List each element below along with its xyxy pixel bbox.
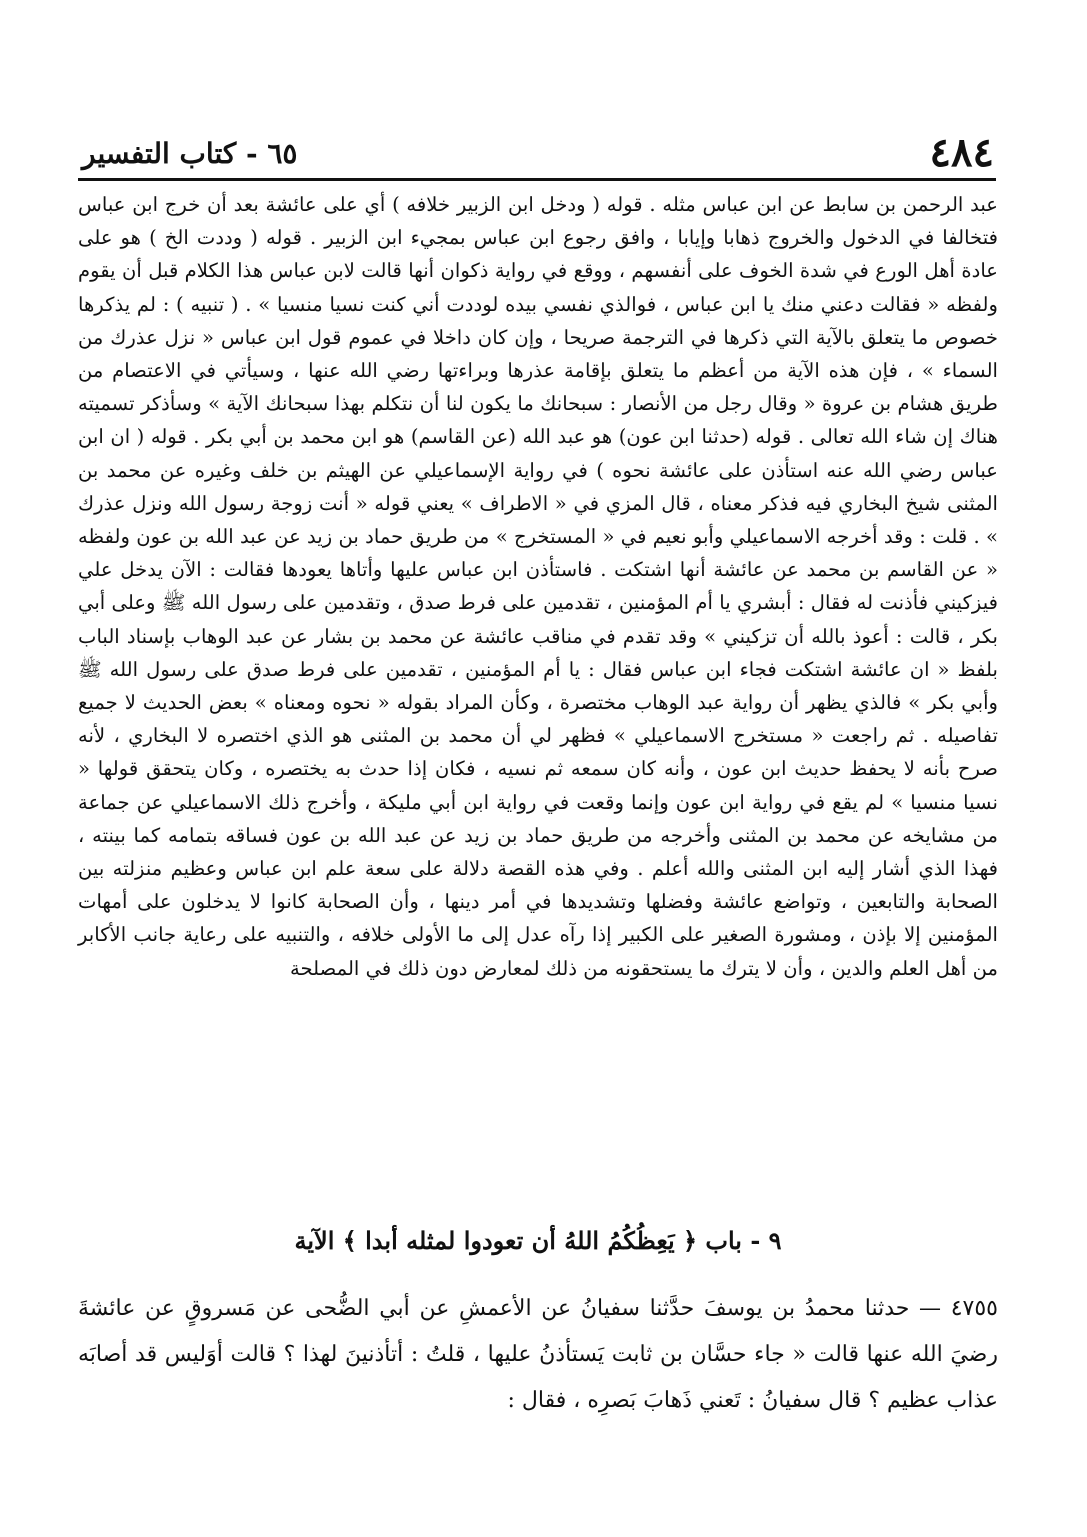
header-rule — [78, 178, 996, 181]
hadith-text: ٤٧٥٥ — حدثنا محمدُ بن يوسفَ حدَّثنا سفيانُ عن الأعمشِ عن أبي الضُّحى عن مَسروقٍ عن عائشةَ رضيَ الله عنها قالت « جاء حسَّان بن ثابت يَستأذنُ عليها ، قلتُ : أتأذنينَ لهذا ؟ قالت أوَليس قد أصابَه عذاب عظيم ؟ قال سفيانُ : تَعني ذَهابَ بَصرِه ، فقال : — [78, 1296, 998, 1413]
page-number: ٤٨٤ — [929, 129, 994, 176]
commentary-text: عبد الرحمن بن سابط عن ابن عباس مثله . قوله ( ودخل ابن الزبير خلافه ) أي على عائشة بعد أن خرج ابن عباس فتخالفا في الدخول والخروج ذهابا وإيابا ، وافق رجوع ابن عباس بمجيء ابن الزبير . قوله ( وددت الخ ) هو على عادة أهل الورع في شدة الخوف على أنفسهم ، ووقع في رواية ذكوان أنها قالت لابن عباس هذا الكلام قبل أن يقوم ولفظه « فقالت دعني منك يا ابن عباس ، فوالذي نفسي بيده لوددت أني كنت نسيا منسيا » . ( تنبيه ) : لم يذكرها خصوص ما يتعلق بالآية التي ذكرها في الترجمة صريحا ، وإن كان داخلا في عموم قول ابن عباس « نزل عذرك من السماء » ، فإن هذه الآية من أعظم ما يتعلق بإقامة عذرها وبراءتها رضي الله عنها ، وسيأتي في الاعتصام من طريق هشام بن عروة « وقال رجل من الأنصار : سبحانك ما يكون لنا أن نتكلم بهذا سبحانك الآية » وسأذكر تسميته هناك إن شاء الله تعالى . قوله (حدثنا ابن عون) هو عبد الله (عن القاسم) هو ابن محمد بن أبي بكر . قوله ( ان ابن عباس رضي الله عنه استأذن على عائشة نحوه ) في رواية الإسماعيلي عن الهيثم بن خلف وغيره عن محمد بن المثنى شيخ البخاري فيه فذكر معناه ، قال المزي في « الاطراف » يعني قوله « أنت زوجة رسول الله ونزل عذرك » . قلت : وقد أخرجه الاسماعيلي وأبو نعيم في « المستخرج » من طريق حماد بن زيد عن عبد الله بن عون ولفظه « عن القاسم بن محمد عن عائشة أنها اشتكت . فاستأذن ابن عباس عليها وأتاها يعودها فقالت : الآن يدخل علي فيزكيني فأذنت له فقال : أبشري يا أم المؤمنين ، تقدمين على فرط صدق ، وتقدمين على رسول الله ﷺ وعلى أبي بكر ، قالت : أعوذ بالله أن تزكيني » وقد تقدم في مناقب عائشة عن محمد بن بشار عن عبد الوهاب بإسناد الباب بلفظ « ان عائشة اشتكت فجاء ابن عباس فقال : يا أم المؤمنين ، تقدمين على فرط صدق على رسول الله ﷺ وأبي بكر » فالذي يظهر أن رواية عبد الوهاب مختصرة ، وكأن المراد بقوله « نحوه ومعناه » بعض الحديث لا جميع تفاصيله . ثم راجعت « مستخرج الاسماعيلي » فظهر لي أن محمد بن المثنى هو الذي اختصره لا البخاري ، لأنه صرح بأنه لا يحفظ حديث ابن عون ، وأنه كان سمعه ثم نسيه ، فكان إذا حدث به يختصره ، وكان يتحقق قولها « نسيا منسيا » لم يقع في رواية ابن عون وإنما وقعت في رواية ابن أبي مليكة ، وأخرج ذلك الاسماعيلي عن جماعة من مشايخه عن محمد بن المثنى وأخرجه من طريق حماد بن زيد عن عبد الله بن عون فساقه بتمامه كما بينته ، فهذا الذي أشار إليه ابن المثنى والله أعلم . وفي هذه القصة دلالة على سعة علم ابن عباس وعظيم منزلته بين الصحابة والتابعين ، وتواضع عائشة وفضلها وتشديدها في أمر دينها ، وأن الصحابة كانوا لا يدخلون على أمهات المؤمنين إلا بإذن ، ومشورة الصغير على الكبير إذا رآه عدل إلى ما الأولى خلافه ، والتنبيه على رعاية جانب الأكابر من أهل العلم والدين ، وأن لا يترك ما يستحقونه من ذلك لمعارض دون ذلك في المصلحة — [78, 193, 998, 980]
running-title: ٦٥ - كتاب التفسير — [82, 137, 298, 170]
page-header — [82, 128, 994, 178]
chapter-heading: ٩ - باب ﴿ يَعِظُكُمُ اللهُ أن تعودوا لمثله أبدا ﴾ الآية — [294, 1226, 782, 1255]
